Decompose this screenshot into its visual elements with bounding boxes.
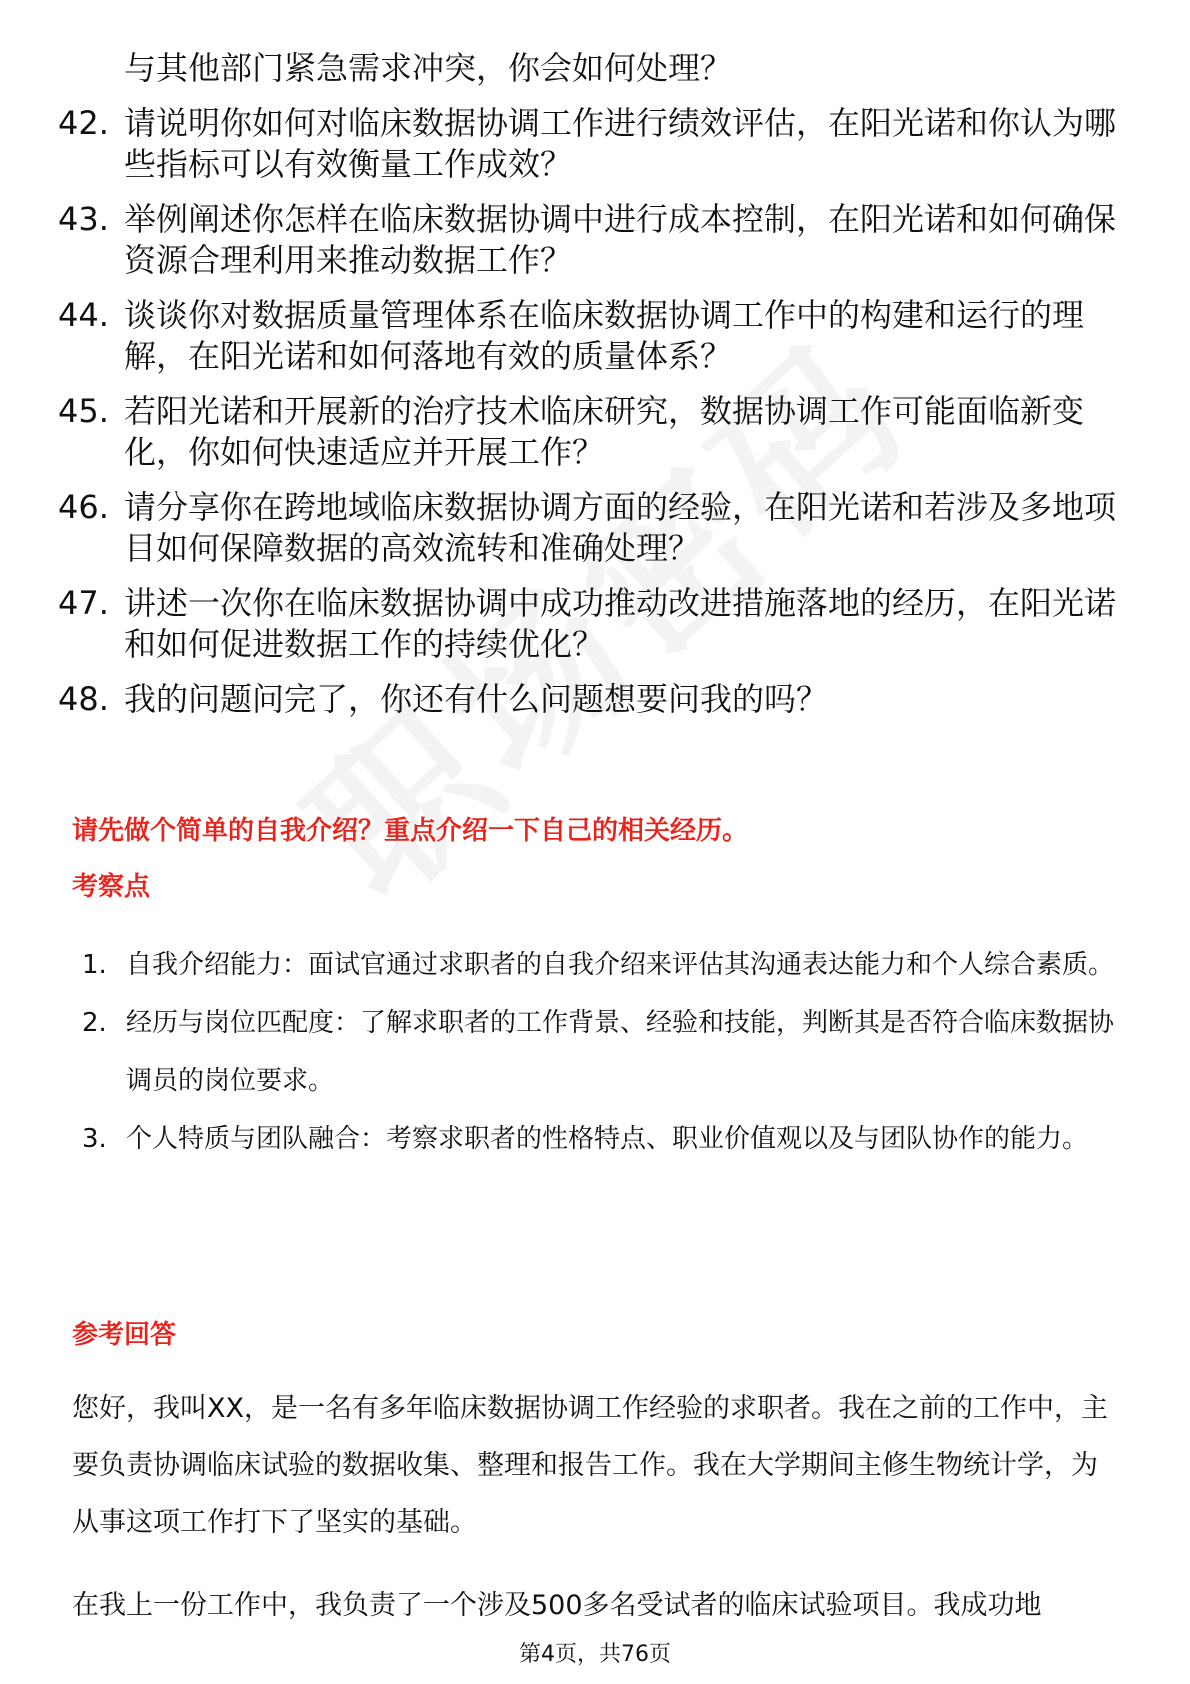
question-number: 42. <box>58 104 109 142</box>
question-number: 46. <box>58 488 109 526</box>
question-text: 谈谈你对数据质量管理体系在临床数据协调工作中的构建和运行的理解，在阳光诺和如何落地有效的质量体系？ <box>124 296 1085 375</box>
question-item <box>58 199 1118 281</box>
question-number: 45. <box>58 392 109 430</box>
question-item <box>58 103 1118 185</box>
question-item <box>58 487 1118 569</box>
point-text: 经历与岗位匹配度：了解求职者的工作背景、经验和技能，判断其是否符合临床数据协调员的岗位要求。 <box>126 1008 1115 1096</box>
examination-points <box>82 936 1122 1168</box>
answer-paragraph: 在我上一份工作中，我负责了一个涉及500多名受试者的临床试验项目。我成功地 <box>72 1590 1042 1621</box>
question-item <box>58 48 1118 89</box>
question-item <box>58 679 1118 720</box>
examination-point <box>82 1110 1122 1168</box>
point-text: 个人特质与团队融合：考察求职者的性格特点、职业价值观以及与团队协作的能力。 <box>126 1124 1089 1154</box>
question-text: 举例阐述你怎样在临床数据协调中进行成本控制，在阳光诺和如何确保资源合理利用来推动数据工作？ <box>124 200 1117 279</box>
page-footer: 第4页，共76页 <box>519 1642 671 1667</box>
question-number <box>58 48 124 89</box>
point-number: 2. <box>82 1008 107 1038</box>
question-text: 若阳光诺和开展新的治疗技术临床研究，数据协调工作可能面临新变化，你如何快速适应并开展工作？ <box>124 392 1085 471</box>
question-number: 43. <box>58 200 109 238</box>
question-title: 请先做个简单的自我介绍？重点介绍一下自己的相关经历。 <box>72 816 749 846</box>
question-number: 48. <box>58 680 109 718</box>
question-item <box>58 295 1118 377</box>
question-text: 与其他部门紧急需求冲突，你会如何处理？ <box>124 49 733 87</box>
point-number: 1. <box>82 950 107 980</box>
answer-paragraph: 您好，我叫XX，是一名有多年临床数据协调工作经验的求职者。我在之前的工作中，主要负责协调临床试验的数据收集、整理和报告工作。我在大学期间主修生物统计学，为从事这项工作打下了坚实的基础。 <box>72 1393 1108 1538</box>
examination-heading: 考察点 <box>72 872 151 902</box>
question-text: 请说明你如何对临床数据协调工作进行绩效评估，在阳光诺和你认为哪些指标可以有效衡量工作成效？ <box>124 104 1117 183</box>
point-text: 自我介绍能力：面试官通过求职者的自我介绍来评估其沟通表达能力和个人综合素质。 <box>126 950 1115 980</box>
question-item <box>58 583 1118 665</box>
question-number: 44. <box>58 296 109 334</box>
question-text: 我的问题问完了，你还有什么问题想要问我的吗？ <box>124 680 829 718</box>
question-text: 请分享你在跨地域临床数据协调方面的经验，在阳光诺和若涉及多地项目如何保障数据的高效流转和准确处理？ <box>124 488 1117 567</box>
question-list <box>58 48 1118 734</box>
question-text: 讲述一次你在临床数据协调中成功推动改进措施落地的经历，在阳光诺和如何促进数据工作的持续优化？ <box>124 584 1117 663</box>
answer-heading: 参考回答 <box>72 1320 177 1350</box>
question-number: 47. <box>58 584 109 622</box>
point-number: 3. <box>82 1124 107 1154</box>
examination-point <box>82 994 1122 1110</box>
question-item <box>58 391 1118 473</box>
examination-point <box>82 936 1122 994</box>
